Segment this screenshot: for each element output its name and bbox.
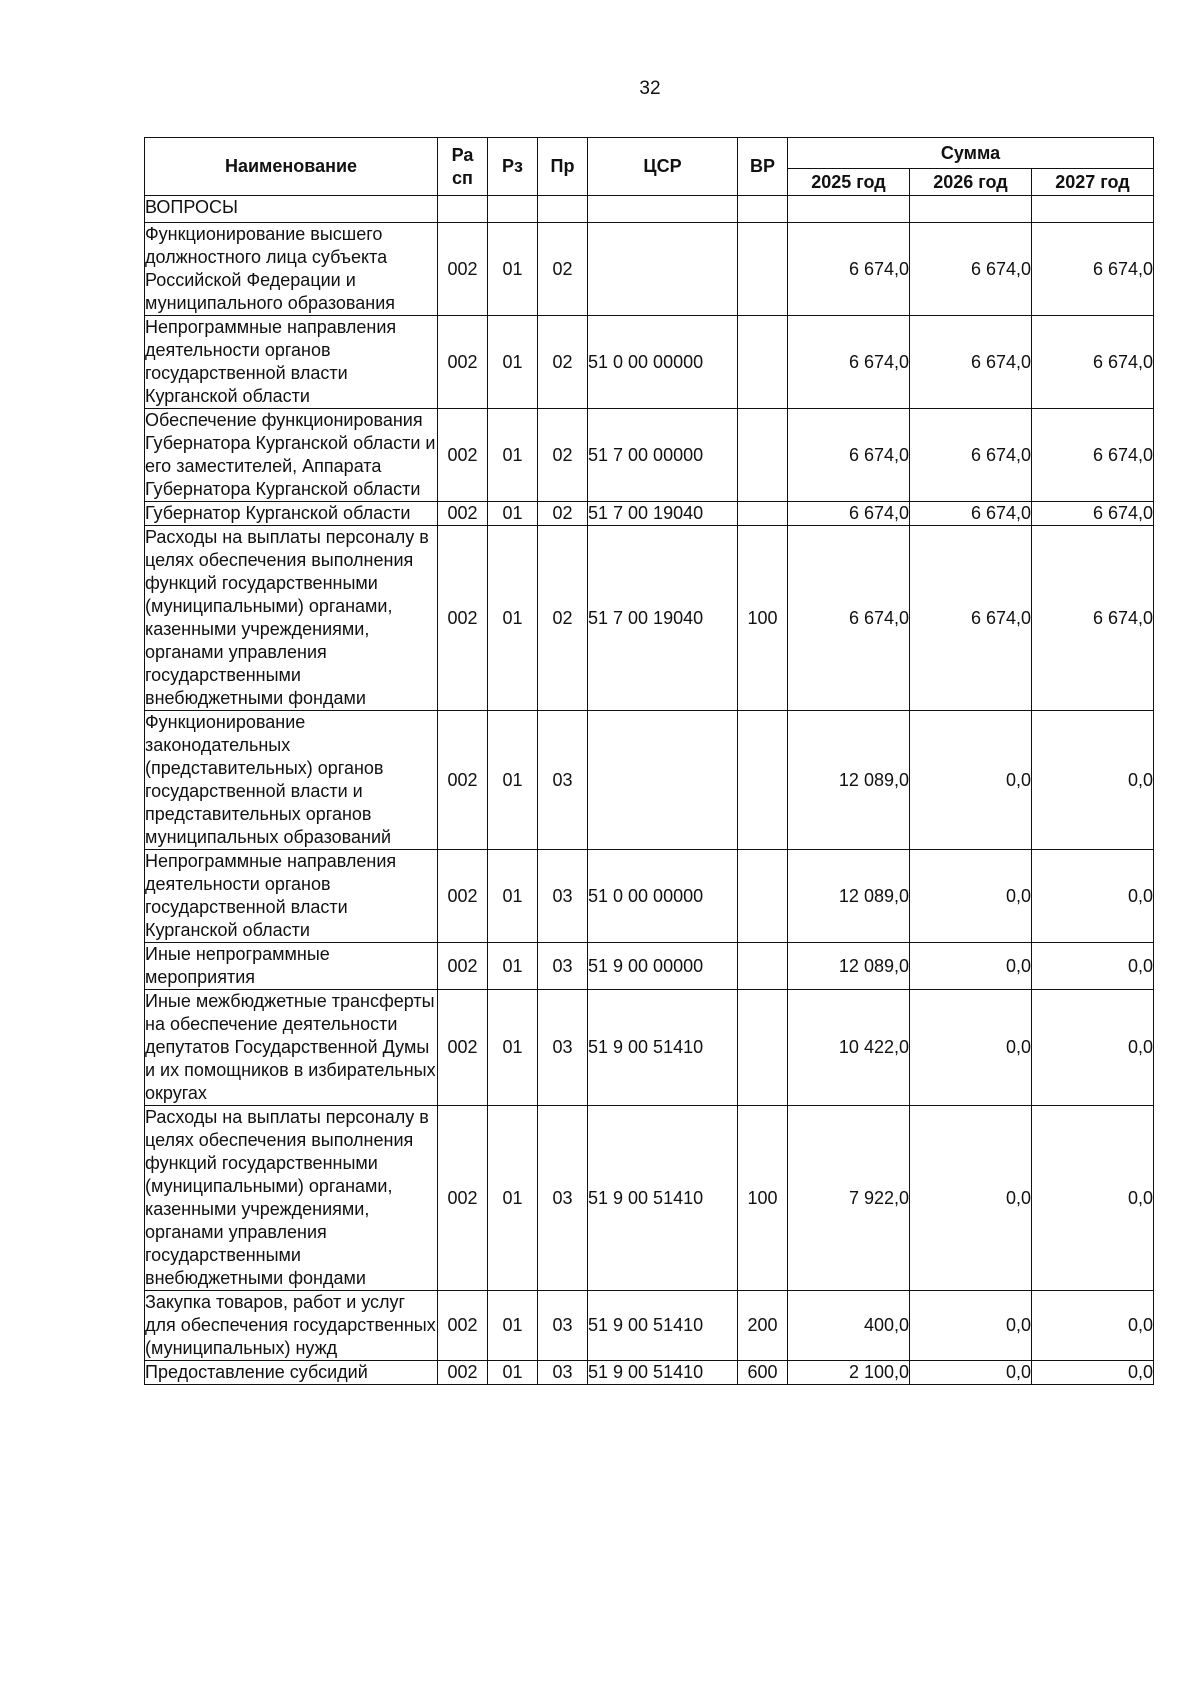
row-sum-2025: 6 674,0 [788,223,910,316]
header-sum: Сумма [788,138,1154,169]
empty-cell [588,196,738,223]
row-pr: 02 [538,223,588,316]
row-csr: 51 7 00 19040 [588,526,738,711]
row-sum-2027: 0,0 [1032,850,1154,943]
row-rz: 01 [488,1291,538,1361]
row-sum-2026: 0,0 [910,943,1032,990]
row-pr: 03 [538,1291,588,1361]
row-sum-2025: 6 674,0 [788,409,910,502]
row-pr: 02 [538,526,588,711]
row-vr [738,990,788,1106]
empty-cell [1032,196,1154,223]
row-rz: 01 [488,1361,538,1385]
row-csr [588,711,738,850]
row-rz: 01 [488,943,538,990]
header-vr: ВР [738,138,788,196]
row-vr [738,316,788,409]
header-name: Наименование [145,138,438,196]
empty-cell [738,196,788,223]
row-rz: 01 [488,526,538,711]
row-sum-2027: 6 674,0 [1032,316,1154,409]
header-csr: ЦСР [588,138,738,196]
row-sum-2026: 6 674,0 [910,316,1032,409]
row-rz: 01 [488,316,538,409]
header-rz: Рз [488,138,538,196]
row-csr: 51 9 00 51410 [588,1361,738,1385]
row-sum-2025: 12 089,0 [788,943,910,990]
row-rasp: 002 [438,1361,488,1385]
table-row [145,990,1154,1106]
empty-cell [910,196,1032,223]
row-sum-2026: 0,0 [910,850,1032,943]
row-csr: 51 7 00 00000 [588,409,738,502]
row-name: Иные межбюджетные трансферты на обеспечение деятельности депутатов Государственной Думы и их помощников в избирательных округах [145,990,438,1106]
row-name: Функционирование законодательных (представительных) органов государственной власти и представительных органов муниципальных образований [145,711,438,850]
row-pr: 02 [538,409,588,502]
row-rz: 01 [488,990,538,1106]
empty-cell [488,196,538,223]
row-sum-2025: 2 100,0 [788,1361,910,1385]
row-sum-2027: 0,0 [1032,1361,1154,1385]
row-rasp: 002 [438,502,488,526]
row-rz: 01 [488,223,538,316]
row-rasp: 002 [438,223,488,316]
row-sum-2025: 7 922,0 [788,1106,910,1291]
row-sum-2025: 10 422,0 [788,990,910,1106]
row-vr [738,223,788,316]
row-vr [738,943,788,990]
header-year-2027: 2027 год [1032,169,1154,196]
table-row [145,223,1154,316]
row-pr: 03 [538,711,588,850]
row-sum-2026: 0,0 [910,711,1032,850]
row-sum-2025: 12 089,0 [788,711,910,850]
row-sum-2027: 6 674,0 [1032,223,1154,316]
row-rz: 01 [488,502,538,526]
table-row [145,1291,1154,1361]
row-sum-2026: 0,0 [910,990,1032,1106]
table-row [145,1361,1154,1385]
row-sum-2027: 6 674,0 [1032,526,1154,711]
row-csr: 51 0 00 00000 [588,316,738,409]
row-pr: 03 [538,1361,588,1385]
row-pr: 03 [538,943,588,990]
row-name: Непрограммные направления деятельности органов государственной власти Курганской области [145,850,438,943]
row-csr: 51 9 00 51410 [588,990,738,1106]
row-name: Функционирование высшего должностного лица субъекта Российской Федерации и муниципального образования [145,223,438,316]
row-pr: 03 [538,850,588,943]
table-row [145,711,1154,850]
row-sum-2026: 6 674,0 [910,409,1032,502]
row-sum-2026: 6 674,0 [910,526,1032,711]
row-sum-2025: 6 674,0 [788,502,910,526]
row-sum-2027: 0,0 [1032,1106,1154,1291]
row-rasp: 002 [438,1106,488,1291]
row-name: Обеспечение функционирования Губернатора Курганской области и его заместителей, Аппарата Губернатора Курганской области [145,409,438,502]
budget-table [144,137,1154,1385]
row-sum-2025: 6 674,0 [788,526,910,711]
empty-cell [788,196,910,223]
row-pr: 02 [538,316,588,409]
row-name: Иные непрограммные мероприятия [145,943,438,990]
row-name: Губернатор Курганской области [145,502,438,526]
row-name: Расходы на выплаты персоналу в целях обеспечения выполнения функций государственными (муниципальными) органами, казенными учреждениями, органами управления государственными внебюджетными фондами [145,1106,438,1291]
row-sum-2027: 0,0 [1032,1291,1154,1361]
row-rasp: 002 [438,316,488,409]
row-csr: 51 9 00 00000 [588,943,738,990]
row-pr: 03 [538,990,588,1106]
header-rasp-text: Ра сп [451,144,474,188]
row-csr: 51 9 00 51410 [588,1291,738,1361]
header-year-2026: 2026 год [910,169,1032,196]
header-year-2025: 2025 год [788,169,910,196]
row-vr: 200 [738,1291,788,1361]
row-rasp: 002 [438,943,488,990]
row-sum-2026: 6 674,0 [910,502,1032,526]
header-rasp [438,138,488,196]
row-rasp: 002 [438,526,488,711]
row-sum-2027: 0,0 [1032,943,1154,990]
row-rasp: 002 [438,409,488,502]
row-name: Закупка товаров, работ и услуг для обеспечения государственных (муниципальных) нужд [145,1291,438,1361]
row-csr: 51 7 00 19040 [588,502,738,526]
row-rasp: 002 [438,990,488,1106]
row-name: Непрограммные направления деятельности органов государственной власти Курганской области [145,316,438,409]
row-sum-2027: 0,0 [1032,711,1154,850]
row-vr [738,850,788,943]
table-row [145,943,1154,990]
table-row [145,316,1154,409]
header-pr: Пр [538,138,588,196]
row-vr: 100 [738,1106,788,1291]
row-sum-2025: 400,0 [788,1291,910,1361]
row-vr [738,409,788,502]
section-label: ВОПРОСЫ [145,196,438,223]
row-csr: 51 9 00 51410 [588,1106,738,1291]
row-rasp: 002 [438,711,488,850]
row-sum-2025: 12 089,0 [788,850,910,943]
row-rz: 01 [488,1106,538,1291]
row-pr: 02 [538,502,588,526]
section-row [145,196,1154,223]
table-row [145,1106,1154,1291]
row-vr: 100 [738,526,788,711]
row-rasp: 002 [438,850,488,943]
page-number: 32 [639,78,661,99]
row-sum-2027: 6 674,0 [1032,409,1154,502]
row-rz: 01 [488,711,538,850]
row-csr [588,223,738,316]
row-sum-2027: 6 674,0 [1032,502,1154,526]
row-name: Расходы на выплаты персоналу в целях обеспечения выполнения функций государственными (муниципальными) органами, казенными учреждениями, органами управления государственными внебюджетными фондами [145,526,438,711]
row-vr [738,711,788,850]
row-vr [738,502,788,526]
empty-cell [538,196,588,223]
row-sum-2026: 0,0 [910,1291,1032,1361]
row-sum-2026: 6 674,0 [910,223,1032,316]
row-vr: 600 [738,1361,788,1385]
row-pr: 03 [538,1106,588,1291]
table-row [145,502,1154,526]
row-name: Предоставление субсидий [145,1361,438,1385]
table-row [145,409,1154,502]
row-sum-2027: 0,0 [1032,990,1154,1106]
table-row [145,850,1154,943]
row-sum-2025: 6 674,0 [788,316,910,409]
row-sum-2026: 0,0 [910,1361,1032,1385]
row-rz: 01 [488,409,538,502]
row-rz: 01 [488,850,538,943]
row-sum-2026: 0,0 [910,1106,1032,1291]
empty-cell [438,196,488,223]
table-row [145,526,1154,711]
row-rasp: 002 [438,1291,488,1361]
row-csr: 51 0 00 00000 [588,850,738,943]
